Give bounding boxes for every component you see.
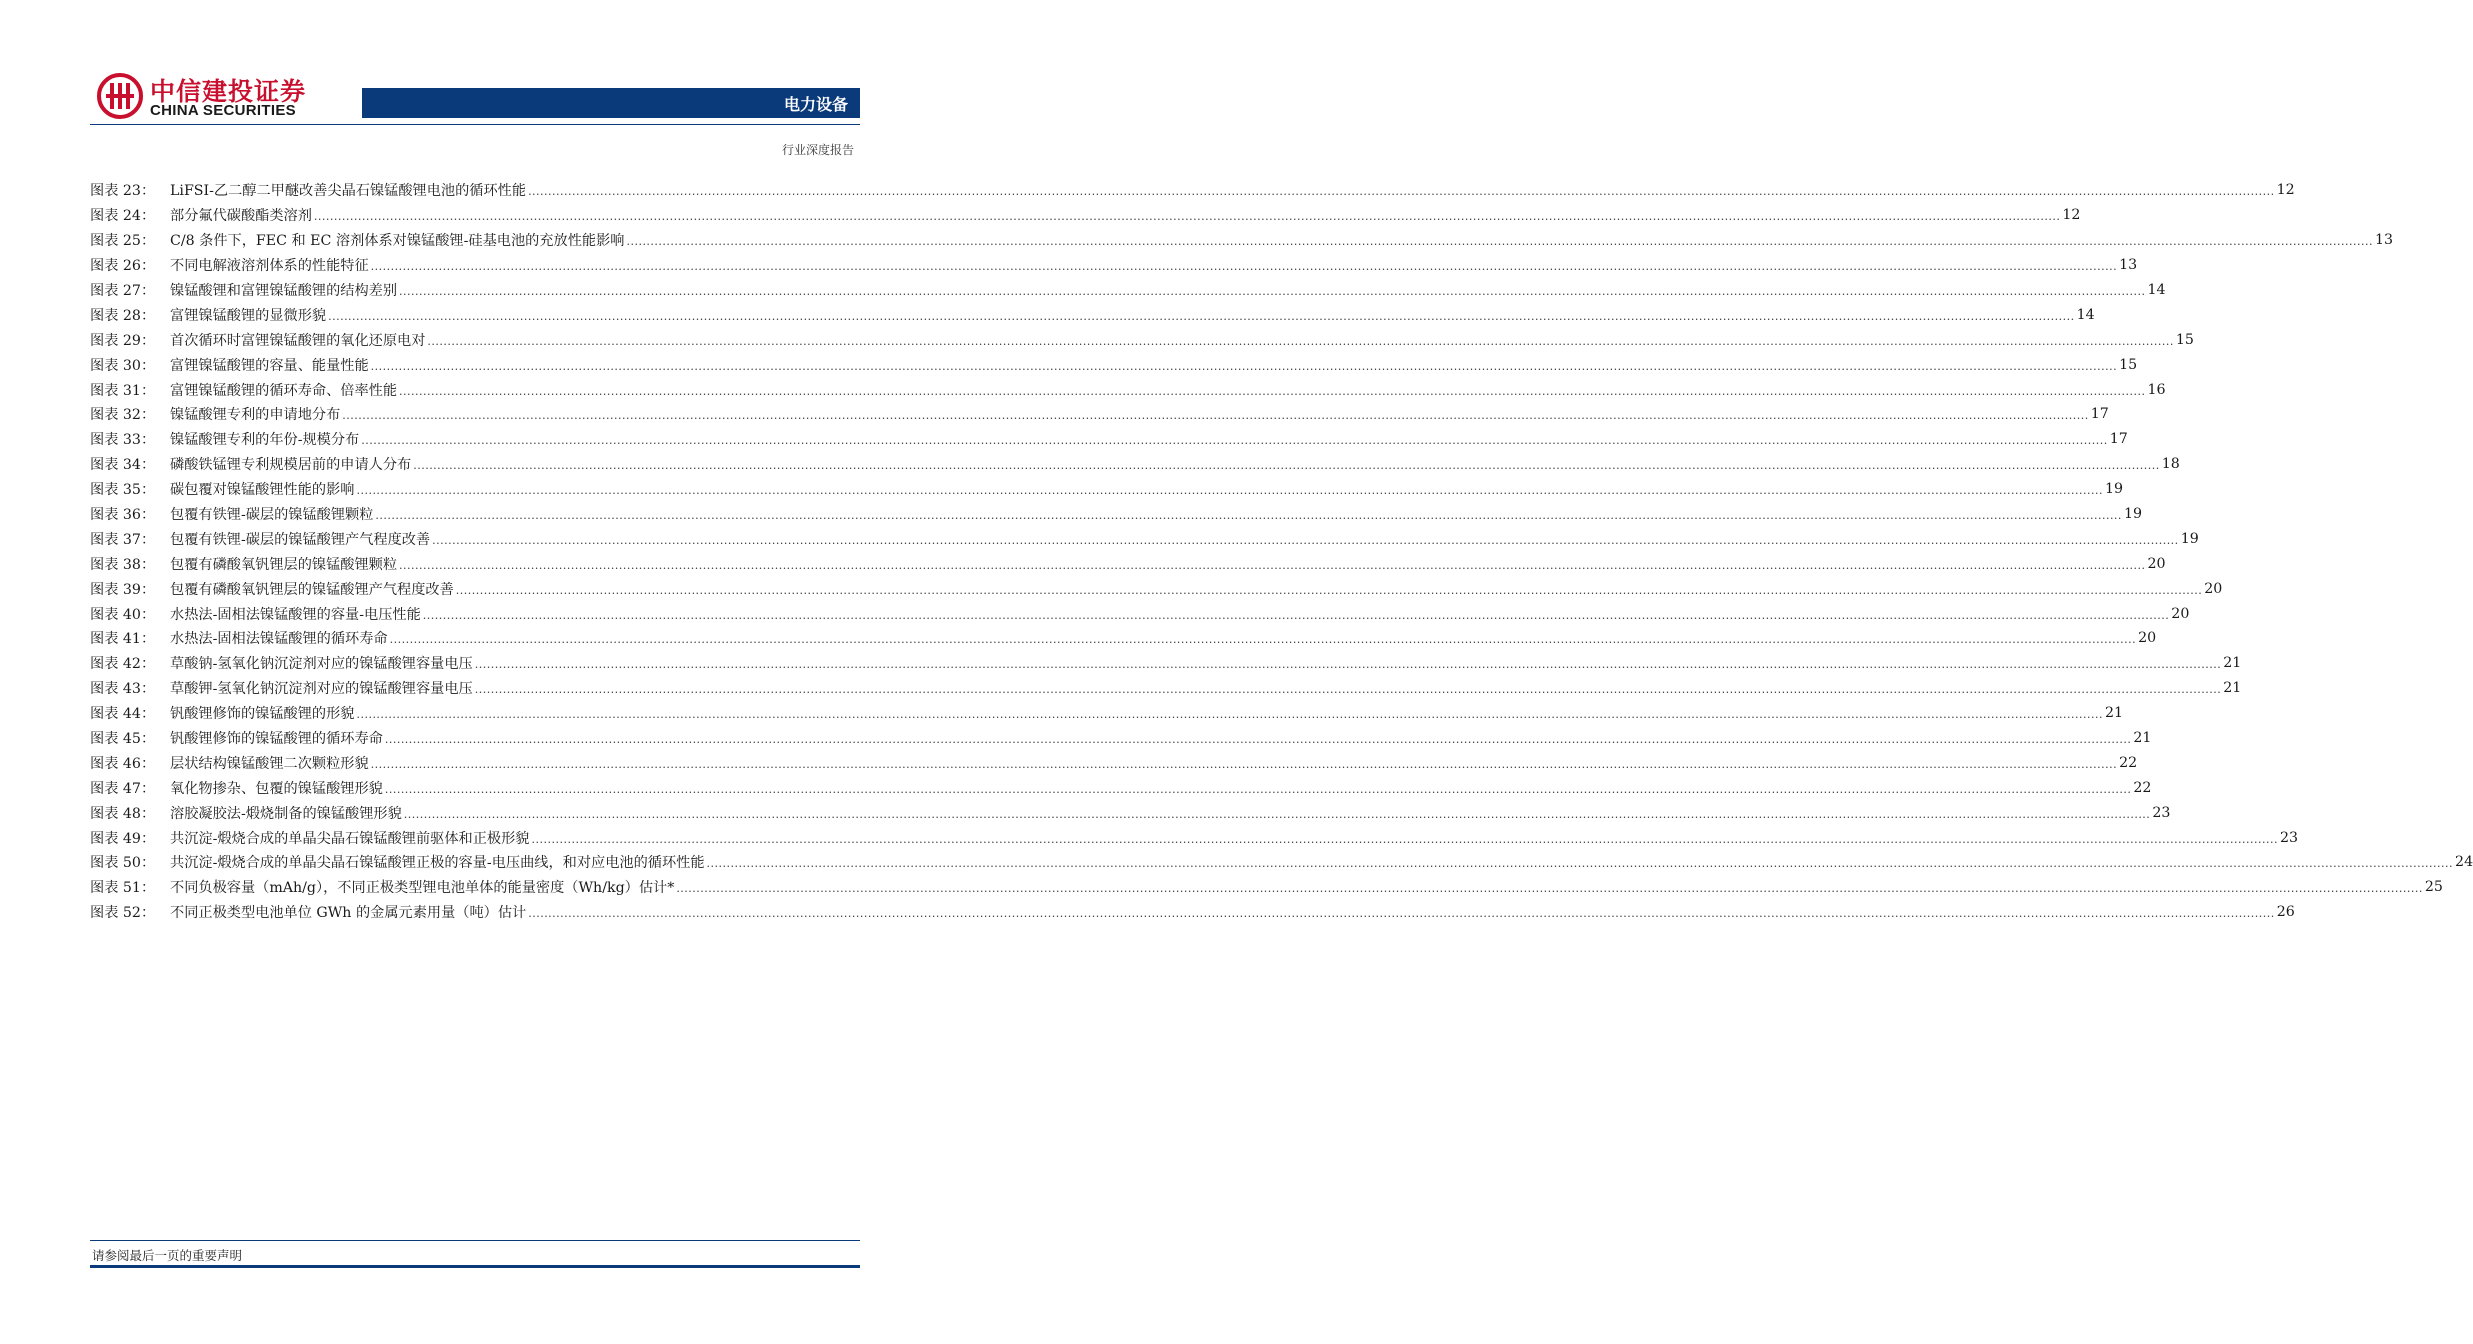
toc-entry[interactable] xyxy=(90,427,2128,452)
toc-leader-dots xyxy=(385,731,2132,745)
toc-figure-title: 碳包覆对镍锰酸锂性能的影响 xyxy=(170,482,355,499)
toc-page-number: 21 xyxy=(2104,705,2124,722)
toc-figure-label: 图表 47： xyxy=(90,780,156,797)
toc-leader-dots xyxy=(427,333,2174,347)
toc-leader-dots xyxy=(456,582,2203,596)
toc-leader-dots xyxy=(432,532,2179,546)
toc-page-number: 20 xyxy=(2147,555,2166,572)
toc-figure-label: 图表 44： xyxy=(90,706,156,723)
toc-figure-label: 图表 41： xyxy=(90,631,156,648)
disclaimer-note: 请参阅最后一页的重要声明 xyxy=(92,1248,243,1263)
toc-figure-title: 包覆有铁锂-碳层的镍锰酸锂颗粒 xyxy=(170,507,374,524)
toc-entry[interactable] xyxy=(90,750,2138,775)
toc-figure-label: 图表 32： xyxy=(90,407,156,424)
toc-figure-label: 图表 42： xyxy=(90,656,156,673)
toc-entry[interactable] xyxy=(90,253,2138,278)
toc-figure-label: 图表 48： xyxy=(90,805,156,822)
toc-figure-title: 草酸钠-氢氧化钠沉淀剂对应的镍锰酸锂容量电压 xyxy=(170,656,473,673)
toc-figure-label: 图表 37： xyxy=(90,531,156,548)
toc-figure-title: 共沉淀-煅烧合成的单晶尖晶石镍锰酸锂正极的容量-电压曲线，和对应电池的循环性能 xyxy=(170,855,705,872)
footer-divider xyxy=(90,1240,860,1241)
toc-entry[interactable] xyxy=(90,850,2473,875)
toc-page-number: 19 xyxy=(2123,506,2142,523)
toc-entry[interactable] xyxy=(90,800,2171,825)
toc-page-number: 12 xyxy=(2062,207,2081,224)
toc-figure-title: 溶胶凝胶法-煅烧制备的镍锰酸锂形貌 xyxy=(170,805,402,822)
toc-entry[interactable] xyxy=(90,178,2295,203)
toc-leader-dots xyxy=(375,507,2122,521)
toc-leader-dots xyxy=(314,208,2061,222)
toc-entry[interactable] xyxy=(90,477,2124,502)
toc-page-number: 20 xyxy=(2171,605,2190,622)
toc-figure-label: 图表 52： xyxy=(90,905,156,922)
report-type: 行业深度报告 xyxy=(781,143,854,157)
toc-entry[interactable] xyxy=(90,452,2180,477)
toc-figure-label: 图表 39： xyxy=(90,581,156,598)
page-header xyxy=(0,0,950,160)
toc-figure-title: 富锂镍锰酸锂的循环寿命、倍率性能 xyxy=(170,382,398,399)
toc-page-number: 15 xyxy=(2119,356,2138,373)
toc-page-number: 21 xyxy=(2223,655,2242,672)
toc-figure-title: 富锂镍锰酸锂的容量、能量性能 xyxy=(170,357,369,374)
toc-figure-title: 包覆有磷酸氧钒锂层的镍锰酸锂颗粒 xyxy=(170,556,398,573)
toc-leader-dots xyxy=(385,781,2132,795)
toc-figure-title: 镍锰酸锂和富锂镍锰酸锂的结构差别 xyxy=(170,283,398,299)
toc-entry[interactable] xyxy=(90,576,2223,601)
toc-leader-dots xyxy=(626,233,2373,247)
toc-figure-title: 钒酸锂修饰的镍锰酸锂的循环寿命 xyxy=(170,731,383,748)
toc-leader-dots xyxy=(399,383,2146,397)
toc-entry[interactable] xyxy=(90,352,2138,377)
toc-figure-label: 图表 33： xyxy=(90,432,156,449)
toc-page-number: 25 xyxy=(2424,879,2443,896)
toc-figure-title: 包覆有铁锂-碳层的镍锰酸锂产气程度改善 xyxy=(170,531,431,548)
toc-figure-label: 图表 49： xyxy=(90,830,156,847)
toc-entry[interactable] xyxy=(90,701,2124,726)
toc-entry[interactable] xyxy=(90,651,2242,676)
toc-entry[interactable] xyxy=(90,676,2242,701)
toc-figure-label: 图表 46： xyxy=(90,755,156,772)
toc-figure-label: 图表 28： xyxy=(90,307,156,324)
toc-figure-title: LiFSI-乙二醇二甲醚改善尖晶石镍锰酸锂电池的循环性能 xyxy=(170,183,527,200)
toc-leader-dots xyxy=(371,756,2118,770)
toc-leader-dots xyxy=(528,183,2275,197)
toc-entry[interactable] xyxy=(90,228,2394,253)
toc-leader-dots xyxy=(404,806,2151,820)
toc-entry[interactable] xyxy=(90,601,2190,626)
toc-figure-title: 不同正极类型电池单位 GWh 的金属元素用量（吨）估计 xyxy=(170,905,527,922)
toc-page-number: 16 xyxy=(2147,381,2166,398)
toc-figure-label: 图表 30： xyxy=(90,357,156,374)
toc-leader-dots xyxy=(676,880,2423,894)
toc-figure-title: 不同电解液溶剂体系的性能特征 xyxy=(170,258,369,275)
toc-figure-label: 图表 26： xyxy=(90,258,156,275)
toc-figure-label: 图表 36： xyxy=(90,507,156,524)
toc-leader-dots xyxy=(399,557,2146,571)
toc-figure-label: 图表 50： xyxy=(90,855,156,872)
toc-figure-title: 磷酸铁锰锂专利规模居前的申请人分布 xyxy=(170,457,412,474)
toc-entry[interactable] xyxy=(90,502,2142,527)
toc-figure-title: C/8 条件下，FEC 和 EC 溶剂体系对镍锰酸锂-硅基电池的充放性能影响 xyxy=(170,233,625,250)
toc-entry[interactable] xyxy=(90,626,2157,651)
toc-entry[interactable] xyxy=(90,900,2295,925)
toc-page-number: 20 xyxy=(2204,580,2223,597)
toc-figure-label: 图表 35： xyxy=(90,482,156,499)
toc-figure-label: 图表 38： xyxy=(90,556,156,573)
toc-page-number: 13 xyxy=(2374,232,2394,249)
toc-leader-dots xyxy=(528,905,2275,919)
toc-entry[interactable] xyxy=(90,825,2299,850)
toc-entry[interactable] xyxy=(90,327,2194,352)
header-divider xyxy=(90,124,860,125)
china-securities-logo-icon xyxy=(96,72,144,120)
toc-entry[interactable] xyxy=(90,875,2443,900)
toc-entry[interactable] xyxy=(90,302,2095,327)
toc-page-number: 19 xyxy=(2180,530,2199,547)
toc-entry[interactable] xyxy=(90,726,2152,751)
toc-figure-title: 镍锰酸锂专利的申请地分布 xyxy=(170,407,341,424)
toc-leader-dots xyxy=(328,308,2075,322)
toc-entry[interactable] xyxy=(90,377,2166,402)
toc-figure-label: 图表 51： xyxy=(90,880,156,897)
toc-figure-title: 水热法-固相法镍锰酸锂的循环寿命 xyxy=(170,631,388,648)
toc-page-number: 15 xyxy=(2175,331,2194,348)
toc-page-number: 21 xyxy=(2133,730,2152,747)
toc-figure-label: 图表 45： xyxy=(90,731,156,748)
toc-leader-dots xyxy=(475,681,2222,695)
toc-page-number: 14 xyxy=(2147,282,2166,298)
toc-figure-label: 图表 31： xyxy=(90,382,156,399)
toc-leader-dots xyxy=(356,482,2103,496)
toc-page-number: 23 xyxy=(2152,804,2171,821)
toc-leader-dots xyxy=(475,656,2222,670)
toc-page-number: 17 xyxy=(2090,406,2109,423)
toc-figure-title: 草酸钾-氢氧化钠沉淀剂对应的镍锰酸锂容量电压 xyxy=(170,681,473,698)
toc-figure-title: 部分氟代碳酸酯类溶剂 xyxy=(170,208,312,225)
toc-leader-dots xyxy=(531,831,2278,845)
toc-page-number: 18 xyxy=(2161,456,2180,473)
toc-page-number: 22 xyxy=(2119,754,2138,771)
toc-entry[interactable] xyxy=(90,526,2199,551)
sector-banner xyxy=(362,88,860,118)
toc-figure-label: 图表 29： xyxy=(90,332,156,349)
toc-figure-title: 富锂镍锰酸锂的显微形貌 xyxy=(170,307,327,324)
figure-list xyxy=(90,178,2473,925)
toc-figure-title: 钒酸锂修饰的镍锰酸锂的形貌 xyxy=(170,706,355,723)
toc-leader-dots xyxy=(707,855,2454,869)
toc-figure-title: 氧化物掺杂、包覆的镍锰酸锂形貌 xyxy=(170,780,383,797)
toc-figure-label: 图表 34： xyxy=(90,457,156,474)
toc-page-number: 12 xyxy=(2276,182,2295,199)
toc-leader-dots xyxy=(371,358,2118,372)
toc-entry[interactable] xyxy=(90,775,2152,800)
logo-chinese-name: 中信建投证券 xyxy=(150,77,307,106)
toc-leader-dots xyxy=(413,457,2160,471)
toc-figure-label: 图表 25： xyxy=(90,233,156,250)
toc-figure-title: 包覆有磷酸氧钒锂层的镍锰酸锂产气程度改善 xyxy=(170,581,454,598)
toc-figure-title: 层状结构镍锰酸锂二次颗粒形貌 xyxy=(170,755,369,772)
toc-leader-dots xyxy=(423,607,2170,621)
toc-page-number: 17 xyxy=(2109,431,2128,448)
toc-figure-title: 水热法-固相法镍锰酸锂的容量-电压性能 xyxy=(170,606,421,623)
toc-leader-dots xyxy=(390,631,2137,645)
toc-page-number: 21 xyxy=(2223,680,2242,697)
toc-entry[interactable] xyxy=(90,203,2081,228)
toc-figure-title: 首次循环时富锂镍锰酸锂的氧化还原电对 xyxy=(170,332,426,349)
toc-leader-dots xyxy=(361,432,2108,446)
toc-leader-dots xyxy=(399,283,2146,297)
toc-entry[interactable] xyxy=(90,402,2109,427)
toc-figure-label: 图表 43： xyxy=(90,681,156,698)
toc-page-number: 26 xyxy=(2276,904,2295,921)
sector-label: 电力设备 xyxy=(783,95,848,114)
toc-leader-dots xyxy=(342,407,2089,421)
toc-page-number: 24 xyxy=(2455,854,2473,871)
toc-entry[interactable] xyxy=(90,278,2166,303)
toc-page-number: 13 xyxy=(2119,257,2138,274)
toc-figure-title: 镍锰酸锂专利的年份-规模分布 xyxy=(170,432,360,449)
toc-figure-label: 图表 40： xyxy=(90,606,156,623)
toc-figure-title: 不同负极容量（mAh/g），不同正极类型锂电池单体的能量密度（Wh/kg）估计* xyxy=(170,880,675,897)
toc-figure-title: 共沉淀-煅烧合成的单晶尖晶石镍锰酸锂前驱体和正极形貌 xyxy=(170,830,530,847)
toc-page-number: 20 xyxy=(2138,630,2157,647)
toc-page-number: 23 xyxy=(2280,829,2299,846)
toc-entry[interactable] xyxy=(90,551,2166,576)
toc-figure-label: 图表 24： xyxy=(90,208,156,225)
footer-bar xyxy=(90,1265,860,1268)
toc-figure-label: 图表 23： xyxy=(90,183,156,200)
toc-page-number: 14 xyxy=(2076,306,2095,323)
toc-page-number: 22 xyxy=(2133,779,2152,796)
logo-english-name: CHINA SECURITIES xyxy=(150,102,296,119)
toc-page-number: 19 xyxy=(2104,481,2124,498)
toc-leader-dots xyxy=(371,258,2118,272)
toc-leader-dots xyxy=(356,706,2103,720)
toc-figure-label: 图表 27： xyxy=(90,283,156,299)
